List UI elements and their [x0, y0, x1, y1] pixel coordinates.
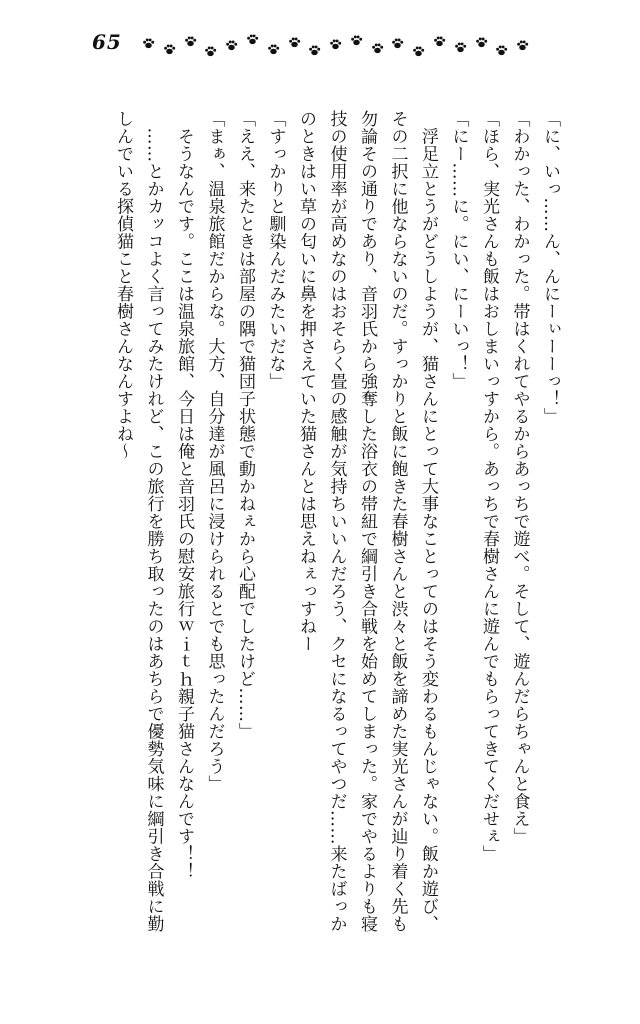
- text-line: 技の使用率が高めなのはおそらく畳の感触が気持ちいいんだろう、クセになるってやつだ……来たばっか: [326, 110, 347, 933]
- text-line: しんでいる探偵猫こと春樹さんなんすよね～: [113, 110, 133, 460]
- text-line: 「まぁ、温泉旅館だからな。大方、自分達が風呂に浸けられるとでも思ったんだろう」: [204, 110, 225, 793]
- text-line: 「すっかりと馴染んだみたいだな」: [265, 110, 286, 390]
- paw-icon: [225, 39, 238, 52]
- text-line: ……とかカッコよく言ってみたけれど、この旅行を勝ち取ったのはあちらで優勢気味に綱引き合戦に勤: [143, 110, 164, 933]
- paw-icon: [329, 38, 342, 51]
- paw-icon: [142, 37, 155, 50]
- vertical-text-body: [108, 110, 566, 990]
- paw-icon: [433, 35, 446, 48]
- text-line: 「ええ、来たときは部屋の隅で猫団子状態で動かねぇから心配でしたけど……」: [235, 110, 255, 740]
- paw-icon: [204, 45, 217, 58]
- paw-icon: [475, 36, 488, 49]
- paw-icon: [350, 34, 363, 47]
- text-line: その二択に他ならないのだ。すっかりと飯に飽きた春樹さんと渋々と飯を諦めた実光さんが辿り着く先も: [387, 110, 408, 933]
- paw-icon: [267, 43, 280, 56]
- text-line: 「ほら、実光さんも飯はおしまいっすから。あっちで春樹さんに遊んでもらってきてくだせぇ」: [479, 110, 499, 863]
- text-line: 浮足立とうがどうしようが、猫さんにとって大事なことってのはそう変わるもんじゃない。飯か遊び、: [418, 110, 438, 933]
- text-line: のときはい草の匂いに鼻を押さえていた猫さんとは思えねぇっすねー: [296, 110, 316, 653]
- paw-ornament-row: [142, 33, 537, 61]
- text-line: 「わかった、わかった。帯はくれてやるからあっちで遊べ。そして、遊んだらちゃんと食え」: [509, 110, 530, 845]
- paw-icon: [516, 39, 529, 52]
- paw-icon: [412, 45, 425, 58]
- text-line: そうなんです。ここは温泉旅館、今日は俺と音羽氏の慰安旅行ｗｉｔｈ親子猫さんなんです！！: [174, 110, 194, 880]
- paw-icon: [308, 44, 321, 57]
- text-line: 「に、いっ……ん、んにーぃーーっ！」: [540, 110, 560, 425]
- paw-icon: [246, 33, 259, 46]
- paw-icon: [163, 43, 176, 56]
- text-line: 「にー……に。にい、にーいっ！」: [448, 110, 469, 390]
- paw-icon: [288, 36, 301, 49]
- paw-icon: [495, 44, 508, 57]
- page-number: 65: [92, 30, 122, 54]
- paw-icon: [184, 35, 197, 48]
- paw-icon: [371, 42, 384, 55]
- text-line: 勿論その通りであり、音羽氏から強奪した浴衣の帯紐で綱引き合戦を始めてしまった。家でやるよりも寝: [357, 110, 377, 933]
- paw-icon: [391, 37, 404, 50]
- paw-icon: [454, 41, 467, 54]
